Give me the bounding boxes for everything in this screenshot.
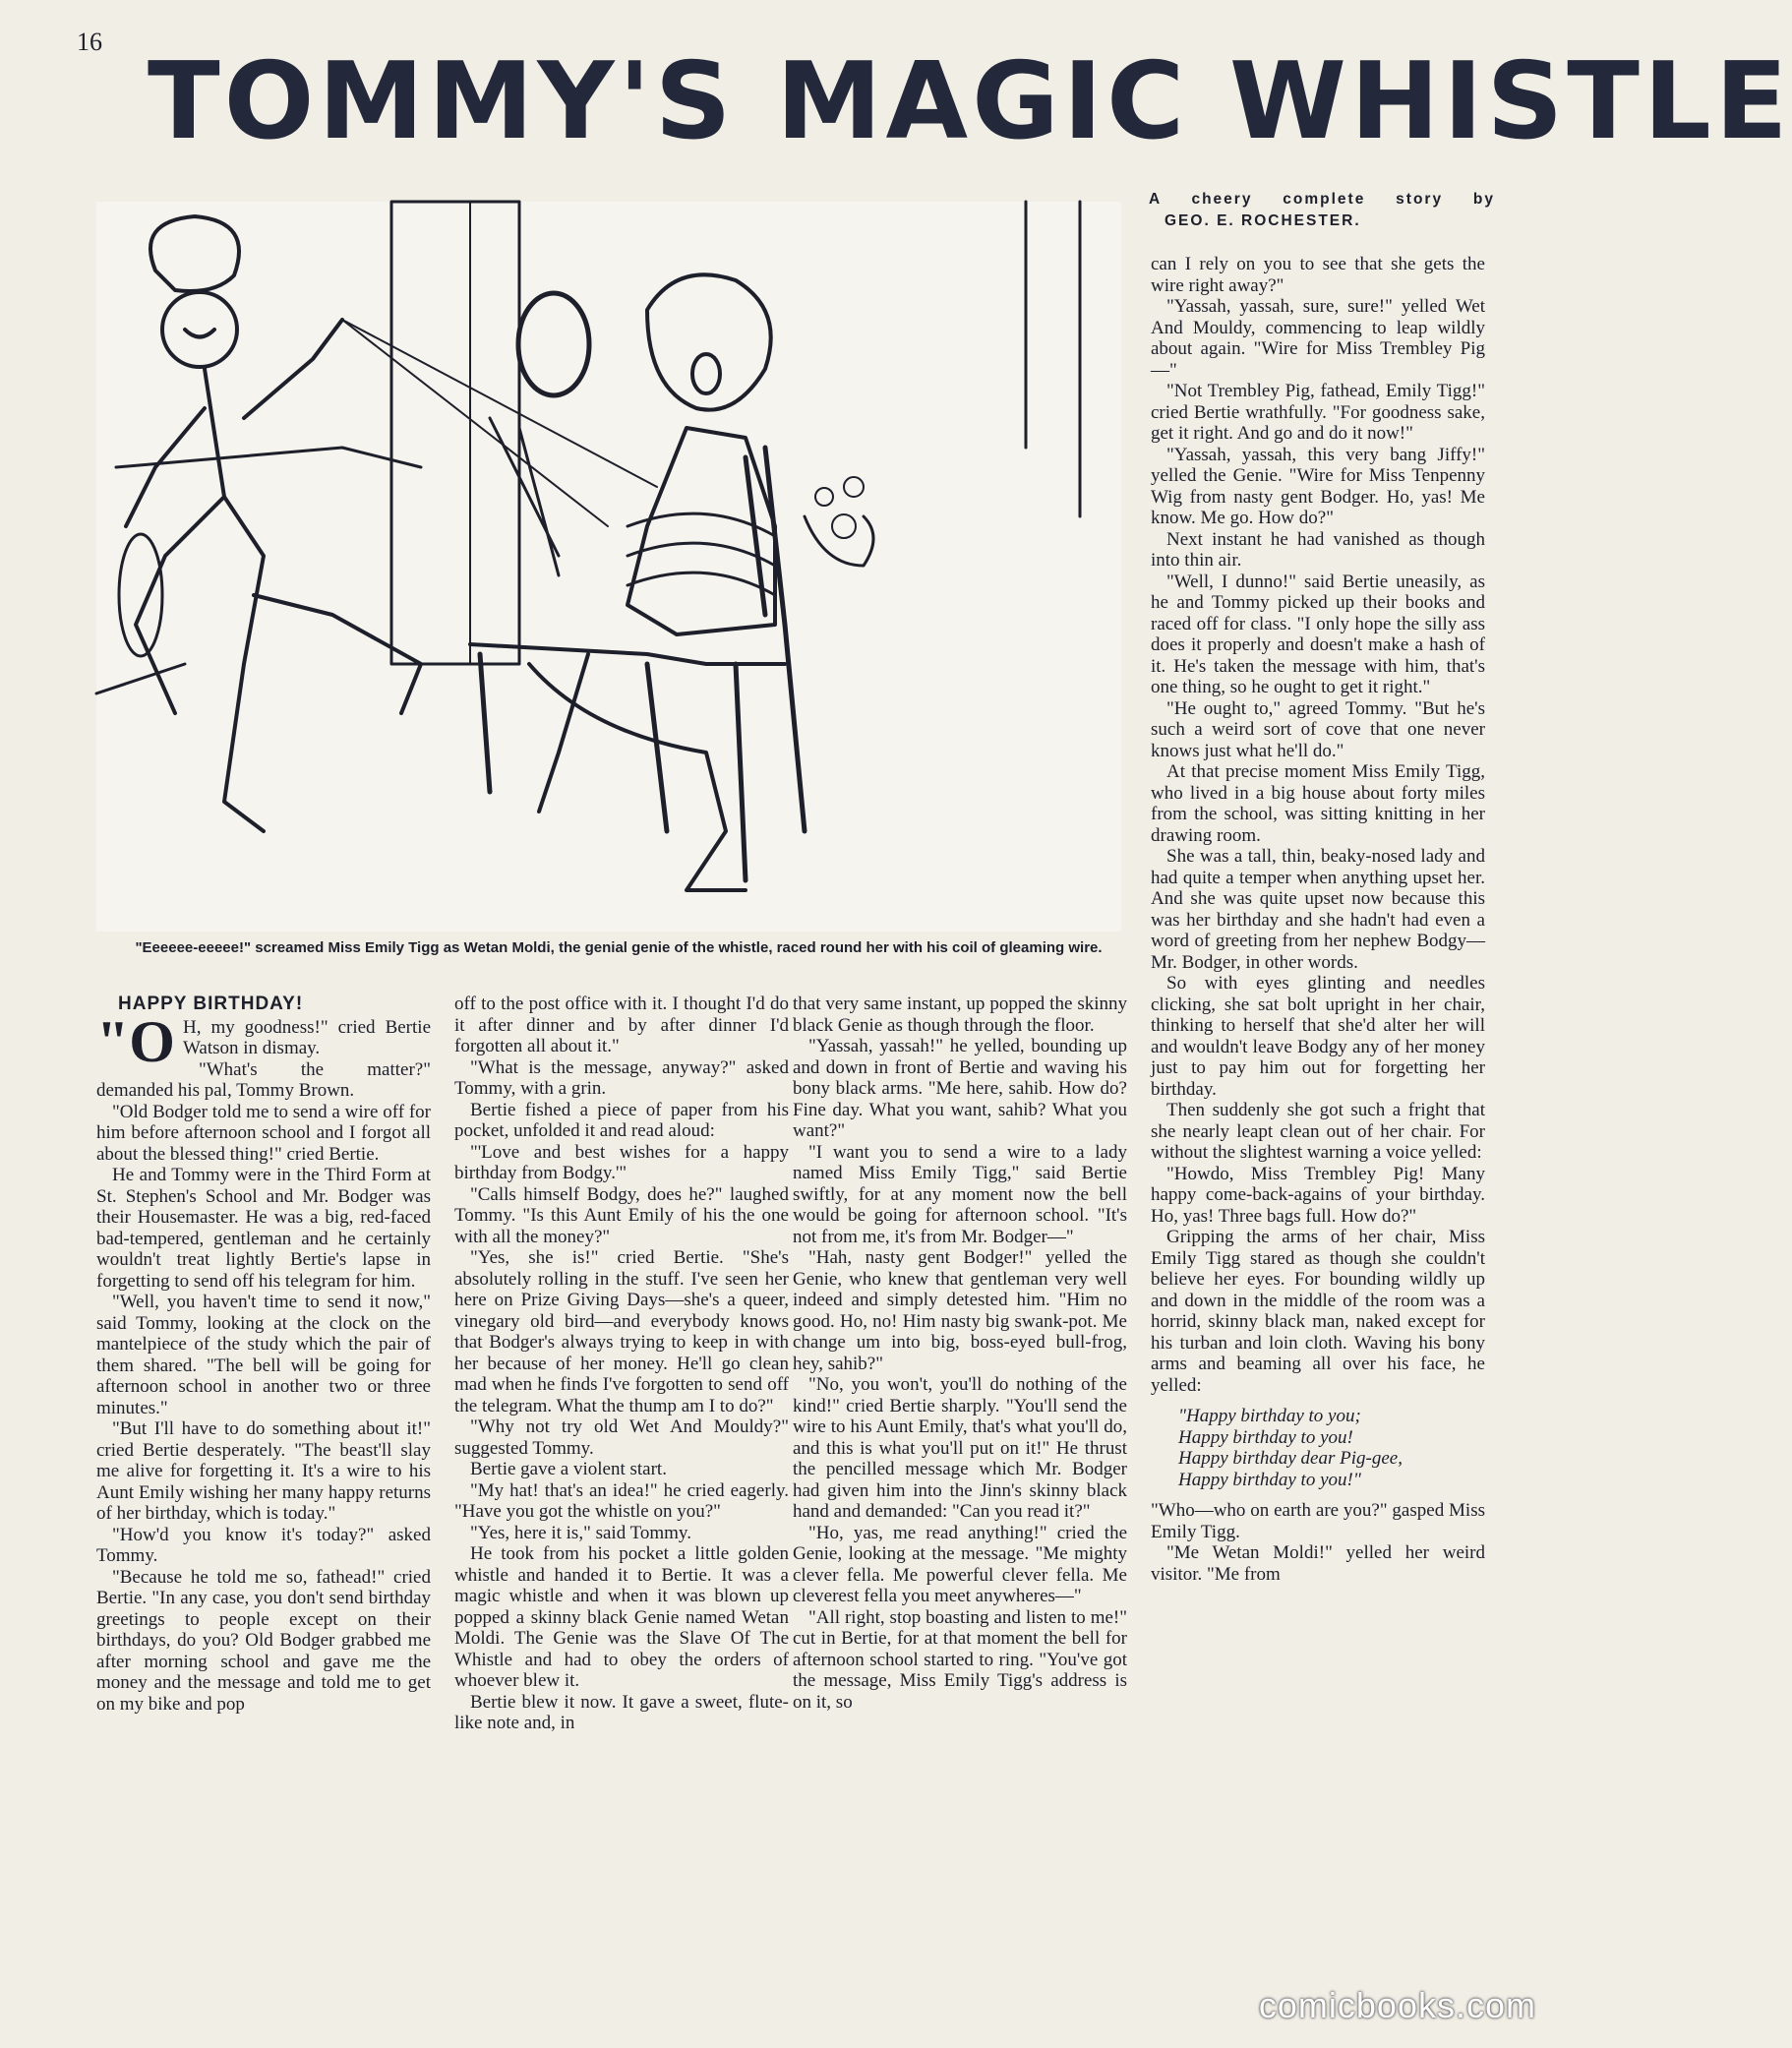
drop-cap: "O [96,1008,175,1074]
paragraph: Gripping the arms of her chair, Miss Emily Tigg stared as though she couldn't believe her eyes. For bounding wildly up and down in the middle of the room was a horrid, skinny black man, naked except for his turban and loin cloth. Waving his bony arms and beaming all over his face, he yelled: [1151,1227,1485,1396]
paragraph: "Yes, here it is," said Tommy. [470,1522,691,1543]
paragraph: "What is the message, anyway?" asked Tommy, with a grin. [454,1056,789,1099]
paragraph: "He ought to," agreed Tommy. "But he's such a weird sort of cove that one never knows just what he'll do." [1151,697,1485,761]
paragraph: "'Love and best wishes for a happy birthday from Bodgy.'" [454,1141,789,1183]
byline [1149,189,1495,232]
paragraph: "Well, I dunno!" said Bertie uneasily, as he and Tommy picked up their books and raced off for class. "I only hope the silly ass does it properly and doesn't make a hash of it. He's taken the message with him, that's one thing, so he ought to get it right." [1151,571,1485,697]
paragraph: "How'd you know it's today?" asked Tommy. [96,1524,431,1566]
page-number: 16 [77,28,102,56]
column-3 [793,994,1127,2017]
paragraph: "Hah, nasty gent Bodger!" yelled the Genie, who knew that gentleman very well indeed and simply detested him. "Him no good. Ho, no! Him nasty big swank-pot. Me change um into big, boss-eyed bull-frog, hey, sahib?" [793,1247,1127,1374]
column-4 [1151,254,1485,2024]
paragraph: can I rely on you to see that she gets the wire right away?" [1151,254,1485,296]
paragraph: "Well, you haven't time to send it now," said Tommy, looking at the clock on the mantelpiece of the study which the pair of them shared. "The bell will be going for afternoon school in another two or three minutes." [96,1292,431,1418]
paragraph: Bertie fished a piece of paper from his pocket, unfolded it and read aloud: [454,1099,789,1141]
story-title: TOMMY'S MAGIC WHISTLE [148,40,1792,163]
site-watermark: comicbooks.com [1258,1985,1536,2025]
illustration-drawing [96,202,1121,932]
paragraph: "Howdo, Miss Trembley Pig! Many happy come-back-agains of your birthday. Ho, yas! Three bags full. How do?" [1151,1163,1485,1227]
song-line: Happy birthday dear Pig-gee, [1178,1448,1403,1469]
song-line: Happy birthday to you!" [1178,1469,1361,1490]
paragraph: "All right, stop boasting and listen to me!" cut in Bertie, for at that moment the bell for afternoon school started to ring. "You've got the message, Miss Emily Tigg's address is on it, so [793,1606,1127,1713]
paragraph: "Old Bodger told me to send a wire off for him before afternoon school and I forgot all about the blessed thing!" cried Bertie. [96,1101,431,1165]
opening-paragraph: "O H, my goodness!" cried Bertie Watson in dismay. [96,1008,431,1074]
paragraph: Bertie gave a violent start. [470,1459,667,1479]
story-illustration [96,202,1121,932]
paragraph: Next instant he had vanished as though into thin air. [1151,528,1485,571]
paragraph: "But I'll have to do something about it!" cried Bertie desperately. "The beast'll slay me alive for forgetting it. It's a wire to his Aunt Emily wishing her many happy returns of her birthday, which is today." [96,1418,431,1524]
paragraph: "My hat! that's an idea!" he cried eagerly. "Have you got the whistle on you?" [454,1479,789,1522]
paragraph: "Yes, she is!" cried Bertie. "She's absolutely rolling in the stuff. I've seen her here on Prize Giving Days—she's a queer, vinegary old bird—and everybody knows that Bodger's always trying to keep in with her because of her money. He'll go clean mad when he finds I've forgotten to send off the telegram. What the thump am I to do?" [454,1247,789,1416]
paragraph: "Why not try old Wet And Mouldy?" suggested Tommy. [454,1416,789,1459]
paragraph: He took from his pocket a little golden whistle and handed it to Bertie. It was a magic whistle and when it was blown up popped a skinny black Genie named Wetan Moldi. The Genie was the Slave Of The Whistle and had to obey the orders of whoever blew it. [454,1543,789,1691]
paragraph: off to the post office with it. I thought I'd do it after dinner and by after dinner I'd forgotten all about it." [454,994,789,1056]
byline-author: GEO. E. ROCHESTER. [1165,212,1361,229]
paragraph: He and Tommy were in the Third Form at St. Stephen's School and Mr. Bodger was their Housemaster. He was a big, red-faced bad-tempered, gentleman and he certainly wouldn't treat lightly Bertie's lapse in forgetting to send off his telegram for him. [96,1165,431,1292]
paragraph: "Calls himself Bodgy, does he?" laughed Tommy. "Is this Aunt Emily of his the one with all the money?" [454,1183,789,1247]
paragraph: "Yassah, yassah, this very bang Jiffy!" yelled the Genie. "Wire for Miss Tenpenny Wig from nasty gent Bodger. Ho, yas! Me know. Me go. How do?" [1151,444,1485,528]
paragraph: "Because he told me so, fathead!" cried Bertie. "In any case, you don't send birthday greetings to people except on their birthdays, do you? Old Bodger grabbed me after morning school and gave me the money and the message and told me to get on my bike and pop [96,1566,431,1715]
paragraph: that very same instant, up popped the skinny black Genie as though through the floor. [793,994,1127,1036]
illustration-caption: "Eeeeee-eeeee!" screamed Miss Emily Tigg as Wetan Moldi, the genial genie of the whistle, raced round her with his coil of gleaming wire. [135,939,1103,956]
paragraph: "Yassah, yassah, sure, sure!" yelled Wet And Mouldy, commencing to leap wildly about again. "Wire for Miss Trembley Pig—" [1151,296,1485,381]
paragraph: At that precise moment Miss Emily Tigg, who lived in a big house about forty miles from the school, was sitting knitting in her drawing room. [1151,761,1485,846]
birthday-song [1178,1406,1485,1490]
paragraph: "Me Wetan Moldi!" yelled her weird visitor. "Me from [1151,1542,1485,1585]
column-1 [96,994,431,2017]
paragraph: "What's the matter?" demanded his pal, Tommy Brown. [96,1058,431,1101]
paragraph: "Not Trembley Pig, fathead, Emily Tigg!" cried Bertie wrathfully. "For goodness sake, get it right. And go and do it now!" [1151,381,1485,444]
paragraph: Bertie blew it now. It gave a sweet, flute-like note and, in [454,1691,789,1733]
paragraph: Then suddenly she got such a fright that she nearly leapt clean out of her chair. For without the slightest warning a voice yelled: [1151,1100,1485,1163]
paragraph: "Ho, yas, me read anything!" cried the Genie, looking at the message. "Me mighty clever fella. Me powerful clever fella. Me cleverest fella you meet anywheres—" [793,1522,1127,1606]
paragraph: So with eyes glinting and needles clicking, she sat bolt upright in her chair, thinking to herself that she'd alter her will and wouldn't leave Bodgy any of her money just to pay him out for forgetting her birthday. [1151,973,1485,1100]
paragraph: "Yassah, yassah!" he yelled, bounding up and down in front of Bertie and waving his bony black arms. "Me here, sahib. How do? Fine day. What you want, sahib? What you want?" [793,1036,1127,1141]
section-heading: HAPPY BIRTHDAY! [118,994,304,1014]
song-line: "Happy birthday to you; [1178,1406,1361,1426]
column-2 [454,994,789,2017]
paragraph: "Who—who on earth are you?" gasped Miss Emily Tigg. [1151,1500,1485,1542]
paragraph: "No, you won't, you'll do nothing of the kind!" cried Bertie sharply. "You'll send the wire to his Aunt Emily, that's what you'll do, and this is what you'll put on it!" He thrust the pencilled message which Mr. Bodger had given him into the Jinn's skinny black hand and demanded: "Can you read it?" [793,1374,1127,1522]
paragraph: She was a tall, thin, beaky-nosed lady and had quite a temper when anything upset her. And she was quite upset now because this was her birthday and she hadn't had even a word of greeting from her nephew Bodgy—Mr. Bodger, in other words. [1151,846,1485,973]
byline-tagline: A cheery complete story by [1149,191,1495,208]
paragraph: "I want you to send a wire to a lady named Miss Emily Tigg," said Bertie swiftly, for at any moment now the bell would be going for afternoon school. "It's not from me, it's from Mr. Bodger—" [793,1141,1127,1247]
song-line: Happy birthday to you! [1178,1426,1353,1448]
